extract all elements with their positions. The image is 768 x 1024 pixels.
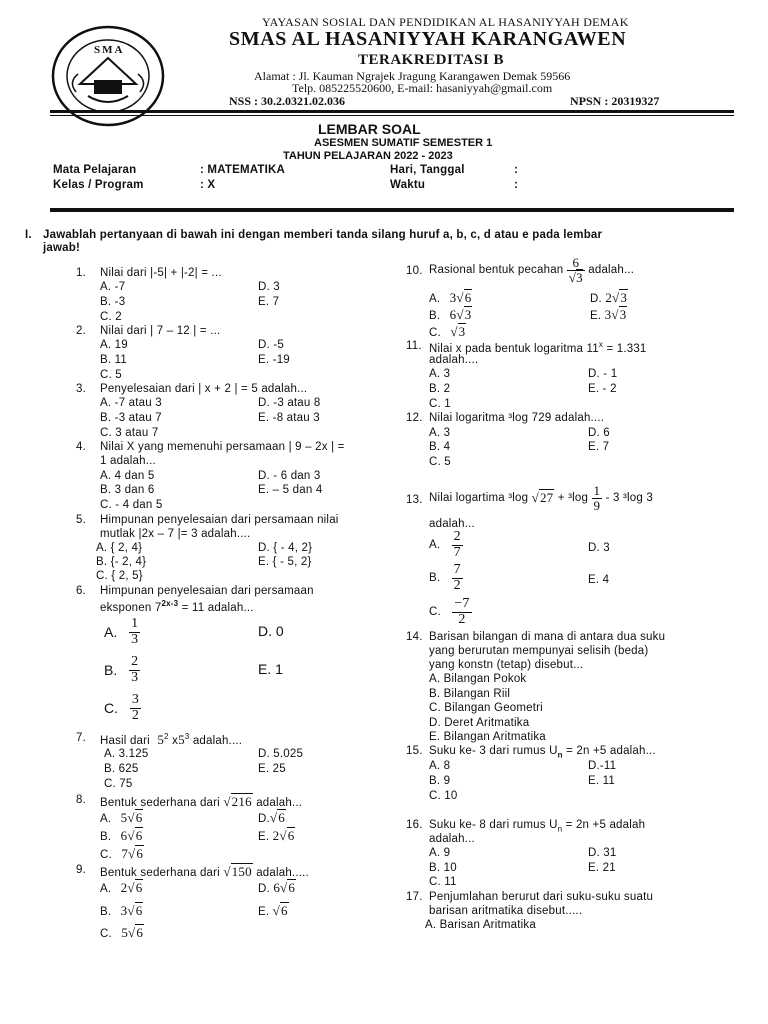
exponent: x (598, 340, 604, 349)
radicand: 6 (287, 828, 295, 843)
fraction (592, 484, 603, 512)
question-text-part: adalah..... (256, 867, 309, 879)
question-text: barisan aritmatika disebut..... (429, 905, 583, 917)
logo-letters: SMA (94, 44, 125, 56)
option-d: D. 31 (588, 847, 617, 859)
subscript: n (557, 750, 563, 760)
option-e (590, 307, 627, 323)
question-text (429, 745, 656, 759)
option-e: E. – 5 dan 4 (258, 484, 323, 496)
numerator: 2 (453, 529, 461, 544)
question-number: 5. (76, 514, 86, 526)
option-letter: D. (258, 813, 270, 825)
option-a (104, 617, 140, 647)
radical-expression: 5√6 (120, 810, 143, 825)
numerator: −7 (454, 596, 470, 611)
option-letter: C. (100, 849, 112, 861)
header-rule-thin (50, 115, 734, 116)
option-letter: B. (100, 831, 112, 843)
denominator: 7 (453, 544, 461, 560)
question-text (100, 794, 302, 810)
option-c: C. { 2, 5} (96, 570, 143, 582)
option-b (100, 903, 143, 919)
option-d: D. 0 (258, 623, 284, 639)
option-letter: B. (100, 906, 112, 918)
option-a: A. Barisan Aritmatika (425, 919, 536, 931)
exponent: 2x-3 (161, 599, 179, 608)
radical-expression: 6√6 (120, 828, 143, 843)
option-letter: A. (104, 624, 118, 641)
question-text-part: = 1.331 (603, 342, 647, 355)
option-e: E. - 2 (588, 383, 617, 395)
radicand: 6 (135, 880, 143, 895)
question-text: adalah.... (429, 354, 479, 366)
option-c (100, 846, 144, 862)
radical-expression: 3√3 (604, 307, 627, 322)
option-e: E. { - 5, 2} (258, 556, 312, 568)
question-number: 4. (76, 441, 86, 453)
nss: NSS : 30.2.0321.02.036 (229, 94, 346, 108)
question-text (100, 599, 254, 614)
option-d: D. -3 atau 8 (258, 397, 321, 409)
question-text: adalah... (429, 833, 475, 845)
question-text-part: + ³log (557, 492, 589, 505)
question-text (100, 864, 309, 880)
radicand: 6 (288, 880, 296, 895)
option-e: E. 4 (588, 574, 610, 586)
question-text (429, 340, 647, 355)
question-number: 13. (406, 494, 423, 506)
question-text: Nilai dari |-5| + |-2| = ... (100, 267, 222, 279)
option-letter: E. (590, 310, 602, 322)
subject-label: Mata Pelajaran (53, 164, 137, 176)
coefficient: 3 (120, 903, 128, 918)
fraction (129, 617, 140, 647)
question-number: 17. (406, 891, 423, 903)
fraction (130, 693, 141, 723)
option-a: A. 8 (429, 760, 451, 772)
option-a (100, 810, 143, 826)
question-number: 14. (406, 631, 423, 643)
class-label: Kelas / Program (53, 179, 144, 191)
header-rule-thick (50, 110, 734, 113)
option-e: E. 1 (258, 661, 283, 677)
radicand: 6 (136, 925, 144, 940)
question-text: Nilai dari | 7 – 12 | = ... (100, 325, 221, 337)
question-text: yang konstn (tetap) disebut... (429, 659, 584, 671)
radicand: 6 (135, 828, 143, 843)
question-text-part: Nilai logartima ³log (429, 492, 529, 505)
option-d: D. Deret Aritmatika (429, 717, 530, 729)
radical-expression: √3 (450, 324, 466, 339)
address: Alamat : Jl. Kauman Ngrajek Jragung Karangawen Demak 59566 (254, 69, 571, 83)
option-a: A. -7 (100, 281, 126, 293)
fraction (452, 530, 463, 560)
date-value: : (514, 164, 519, 176)
question-text: yang berurutan mempunyai selisih (beda) (429, 645, 649, 657)
coefficient: 6 (449, 307, 457, 322)
radicand: 216 (231, 794, 252, 809)
radical-expression: √6 (269, 810, 285, 825)
question-number: 7. (76, 732, 86, 744)
option-b (100, 828, 143, 844)
question-text: Himpunan penyelesaian dari persamaan (100, 585, 314, 597)
radical-expression: 3√6 (449, 290, 472, 305)
option-b: B. 11 (100, 354, 127, 366)
radicand: 6 (136, 846, 144, 861)
power-exponent: 2 (164, 732, 169, 742)
subscript: n (557, 824, 563, 834)
option-letter: D. (590, 293, 602, 305)
fraction (452, 597, 471, 627)
sheet-title: LEMBAR SOAL (318, 121, 421, 137)
option-d (590, 290, 628, 306)
option-b: B. -3 atau 7 (100, 412, 162, 424)
option-a: A. { 2, 4} (96, 542, 143, 554)
power-base: 5 (157, 732, 165, 747)
option-e: E. 25 (258, 763, 286, 775)
option-d (258, 810, 286, 826)
option-e: E. 21 (588, 862, 616, 874)
radical-expression: 3√6 (120, 903, 143, 918)
power-base: 5 (178, 732, 185, 747)
question-text-part: adalah... (256, 797, 303, 809)
fraction (452, 563, 463, 593)
option-e: E. Bilangan Aritmatika (429, 731, 546, 743)
option-d: D. 3 (258, 281, 280, 293)
denominator: 3 (131, 631, 139, 647)
radicand: 6 (135, 903, 143, 918)
question-text (429, 484, 653, 512)
fraction (129, 655, 140, 685)
radicand: 3 (619, 307, 627, 322)
coefficient: 3 (604, 307, 612, 322)
section-number: I. (25, 229, 32, 241)
numerator: 1 (593, 483, 601, 498)
radicand: 27 (539, 490, 554, 506)
question-text: 1 adalah... (100, 455, 156, 467)
radicand: 3 (620, 290, 628, 305)
option-e: E. 7 (588, 441, 610, 453)
radicand: 6 (464, 290, 472, 305)
coefficient: 6 (120, 828, 128, 843)
question-text: Penjumlahan berurut dari suku-suku suatu (429, 891, 654, 903)
option-b: B. 3 dan 6 (100, 484, 155, 496)
radical-expression: 5√6 (121, 925, 144, 940)
radicand: 3 (458, 324, 466, 339)
radicand: 6 (135, 810, 143, 825)
option-c: C. 1 (429, 398, 451, 410)
option-e: E. -19 (258, 354, 290, 366)
question-number: 9. (76, 864, 86, 876)
option-b: B. -3 (100, 296, 126, 308)
question-text-part: Bentuk sederhana dari (100, 867, 220, 879)
numerator: 1 (131, 616, 139, 631)
radical-expression: 2√3 (605, 290, 628, 305)
coefficient: 6 (273, 880, 281, 895)
radicand: 3 (576, 269, 583, 285)
option-letter: A. (100, 813, 112, 825)
section-instruction-1: Jawablah pertanyaan di bawah ini dengan memberi tanda silang huruf a, b, c, d atau e pada lembar (43, 229, 603, 241)
question-number: 3. (76, 383, 86, 395)
option-b: B. 10 (429, 862, 457, 874)
option-letter: C. (429, 327, 441, 339)
denominator: 3 (131, 669, 139, 685)
contact: Telp. 085225520600, E-mail: hasaniyyah@gmail.com (292, 81, 553, 95)
option-letter: A. (100, 883, 112, 895)
option-a: A. 3.125 (104, 748, 149, 760)
option-b: B. 625 (104, 763, 139, 775)
radical-expression: 2√6 (272, 828, 295, 843)
question-text-part: Bentuk sederhana dari (100, 797, 220, 809)
npsn: NPSN : 20319327 (570, 94, 660, 108)
question-text-part: Hasil dari (100, 735, 150, 747)
option-a (100, 880, 143, 896)
radicand: 3 (464, 307, 472, 322)
denominator: 2 (453, 577, 461, 593)
coefficient: 2 (605, 290, 613, 305)
question-number: 1. (76, 267, 86, 279)
option-c: C. 11 (429, 876, 457, 888)
power-exponent: 3 (184, 732, 190, 742)
option-letter: B. (429, 572, 441, 585)
option-d: D. - 6 dan 3 (258, 470, 321, 482)
option-d: D. 6 (588, 427, 610, 439)
denominator-radical: √3 (568, 269, 583, 285)
option-b (429, 563, 463, 593)
coefficient: 3 (449, 290, 457, 305)
option-a: A. -7 atau 3 (100, 397, 162, 409)
radical: √150 (223, 864, 252, 879)
option-a: A. 19 (100, 339, 128, 351)
question-number: 2. (76, 325, 86, 337)
radical-expression: 2√6 (120, 880, 143, 895)
option-c: C. 3 atau 7 (100, 427, 159, 439)
option-a: A. 4 dan 5 (100, 470, 155, 482)
radical: √27 (531, 490, 554, 506)
sheet-subtitle-2: TAHUN PELAJARAN 2022 - 2023 (283, 150, 453, 162)
question-text (100, 732, 242, 748)
option-letter: B. (429, 310, 441, 322)
option-d: D.-11 (588, 760, 617, 772)
option-c: C. - 4 dan 5 (100, 499, 163, 511)
option-d: D. -5 (258, 339, 284, 351)
radicand: 6 (278, 810, 285, 825)
fraction (567, 256, 585, 284)
question-number: 12. (406, 412, 423, 424)
accreditation: TERAKREDITASI B (358, 52, 505, 68)
option-letter: E. (258, 906, 270, 918)
option-e (258, 828, 295, 844)
option-c: C. 5 (100, 369, 122, 381)
denominator: 9 (593, 497, 601, 513)
option-c: C. 75 (104, 778, 133, 790)
question-text-part: - 3 ³log 3 (605, 492, 653, 505)
option-c (100, 925, 144, 941)
option-b: B. 2 (429, 383, 451, 395)
question-number: 6. (76, 585, 86, 597)
section-instruction-2: jawab! (43, 242, 80, 254)
denominator: 2 (458, 611, 466, 627)
numerator: 6 (567, 256, 585, 271)
option-letter: A. (429, 539, 441, 552)
option-a (429, 290, 472, 306)
option-letter: A. (429, 293, 441, 305)
numerator: 7 (453, 562, 461, 577)
question-text-part: = 11 adalah... (178, 601, 254, 614)
time-label: Waktu (390, 179, 426, 191)
question-text (429, 256, 634, 284)
coefficient: 5 (121, 925, 129, 940)
radical: √216 (223, 794, 252, 809)
option-b (104, 655, 140, 685)
option-c (429, 324, 466, 340)
question-number: 15. (406, 745, 423, 757)
option-b (429, 307, 472, 323)
option-a: A. 3 (429, 368, 451, 380)
option-b: B. 9 (429, 775, 451, 787)
coefficient: 5 (120, 810, 128, 825)
times-sign: x (168, 735, 179, 747)
question-text: Nilai logaritma ³log 729 adalah.... (429, 412, 605, 424)
option-letter: E. (258, 831, 270, 843)
option-b: B. {- 2, 4} (96, 556, 147, 568)
option-a: A. 9 (429, 847, 451, 859)
question-text: mutlak |2x – 7 |= 3 adalah.... (100, 528, 251, 540)
option-e: E. 11 (588, 775, 615, 787)
option-letter: C. (104, 700, 118, 717)
question-text-part: Suku ke- 3 dari rumus U (429, 745, 558, 757)
option-c: C. 2 (100, 311, 122, 323)
option-c: C. 5 (429, 456, 451, 468)
option-c (104, 693, 141, 723)
radical-expression: 7√6 (121, 846, 144, 861)
option-c: C. Bilangan Geometri (429, 702, 543, 714)
option-letter: B. (104, 662, 118, 679)
denominator: 2 (131, 707, 139, 723)
question-text-part: Nilai x pada bentuk logaritma 11 (429, 342, 599, 355)
option-d (258, 880, 296, 896)
radical-expression: 6√6 (273, 880, 296, 895)
option-a (429, 530, 463, 560)
question-number: 8. (76, 794, 86, 806)
question-text-part: eksponen 7 (100, 601, 162, 614)
numerator: 2 (131, 654, 139, 669)
option-e: E. 7 (258, 296, 280, 308)
sheet-subtitle-1: ASESMEN SUMATIF SEMESTER 1 (314, 137, 493, 149)
school-name: SMAS AL HASANIYYAH KARANGAWEN (229, 28, 627, 50)
question-text-part: Rasional bentuk pecahan (429, 264, 564, 277)
subject-value: : MATEMATIKA (200, 164, 286, 176)
class-value: : X (200, 179, 216, 191)
question-text-part: Suku ke- 8 dari rumus U (429, 819, 558, 831)
radical-expression: 6√3 (449, 307, 472, 322)
option-d: D. { - 4, 2} (258, 542, 313, 554)
radicand: 150 (231, 864, 252, 879)
question-number: 16. (406, 819, 423, 831)
option-b: B. Bilangan Riil (429, 688, 511, 700)
radical-expression: √6 (272, 903, 288, 918)
question-text-part: adalah.... (189, 735, 243, 747)
title-rule (50, 208, 734, 212)
option-a: A. Bilangan Pokok (429, 673, 527, 685)
question-text: Nilai X yang memenuhi persamaan | 9 – 2x | = (100, 441, 345, 453)
option-d: D. - 1 (588, 368, 618, 380)
question-text-part: adalah... (588, 264, 635, 277)
option-d: D. 5.025 (258, 748, 304, 760)
question-number: 11. (406, 340, 422, 352)
question-text: Penyelesaian dari | x + 2 | = 5 adalah... (100, 383, 308, 395)
option-e: E. -8 atau 3 (258, 412, 320, 424)
option-letter: D. (258, 883, 270, 895)
coefficient: 2 (120, 880, 128, 895)
numerator: 3 (131, 692, 139, 707)
question-text: Barisan bilangan di mana di antara dua suku (429, 631, 666, 643)
question-text (429, 819, 645, 833)
question-text: Himpunan penyelesaian dari persamaan nilai (100, 514, 339, 526)
option-c: C. 10 (429, 790, 458, 802)
option-d: D. 3 (588, 542, 610, 554)
question-text-part: = 2n +5 adalah... (562, 745, 656, 757)
foundation-name: YAYASAN SOSIAL DAN PENDIDIKAN AL HASANIYYAH DEMAK (262, 15, 629, 29)
question-text: adalah... (429, 518, 475, 530)
option-letter: C. (429, 606, 441, 619)
time-value: : (514, 179, 519, 191)
option-e (258, 903, 289, 919)
option-b: B. 4 (429, 441, 451, 453)
coefficient: 2 (272, 828, 280, 843)
coefficient: 7 (121, 846, 129, 861)
option-a: A. 3 (429, 427, 451, 439)
date-label: Hari, Tanggal (390, 164, 465, 176)
radicand: 6 (281, 903, 288, 918)
option-c (429, 597, 472, 627)
question-number: 10. (406, 265, 423, 277)
option-letter: C. (100, 928, 112, 940)
question-text-part: = 2n +5 adalah (562, 819, 646, 831)
